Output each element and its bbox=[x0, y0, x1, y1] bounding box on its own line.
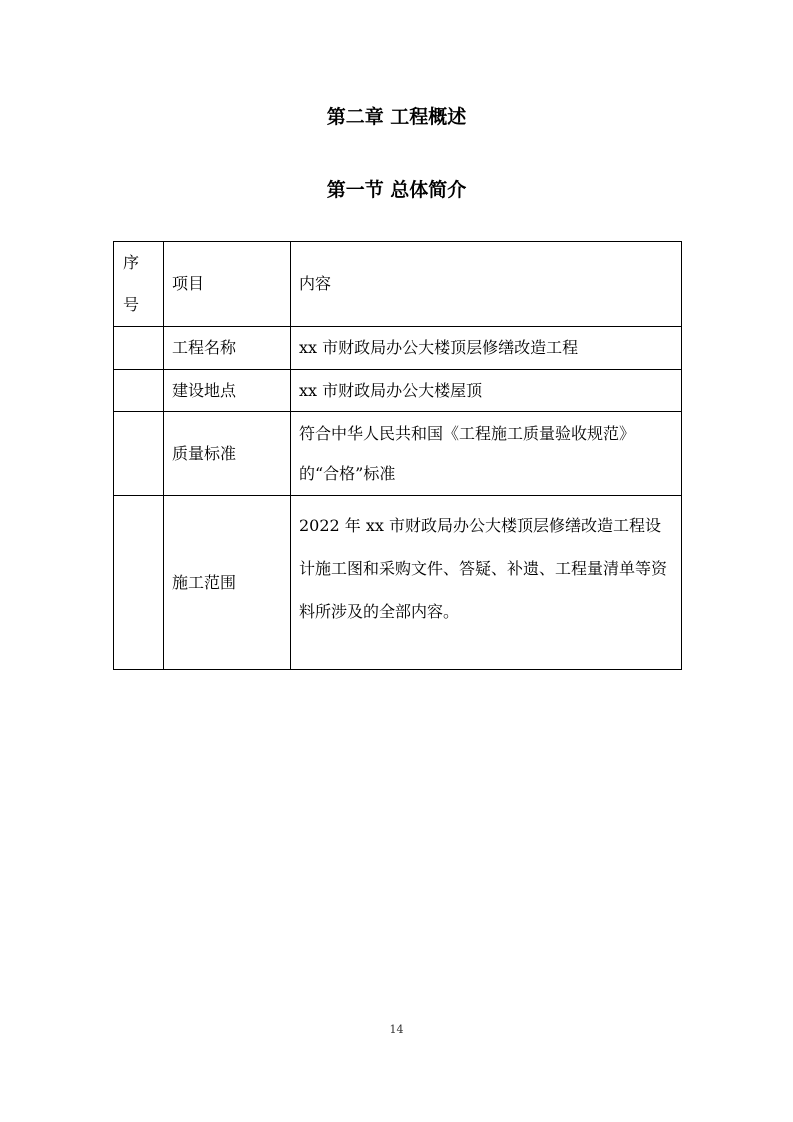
header-seq-line1: 序 bbox=[123, 253, 140, 272]
row-item: 建设地点 bbox=[164, 370, 291, 412]
row-content: xx 市财政局办公大楼顶层修缮改造工程 bbox=[291, 327, 682, 370]
table-row bbox=[114, 327, 682, 370]
header-seq-line2: 号 bbox=[123, 295, 140, 314]
table-header-row bbox=[114, 242, 682, 327]
row-seq bbox=[114, 412, 164, 496]
chapter-title: 第二章 工程概述 bbox=[326, 106, 467, 128]
row-seq bbox=[114, 327, 164, 370]
header-content: 内容 bbox=[291, 242, 682, 327]
row-seq bbox=[114, 370, 164, 412]
header-seq bbox=[114, 242, 164, 327]
header-item: 项目 bbox=[164, 242, 291, 327]
row-content: xx 市财政局办公大楼屋顶 bbox=[291, 370, 682, 412]
table-row bbox=[114, 370, 682, 412]
section-title: 第一节 总体简介 bbox=[326, 179, 467, 201]
page-number: 14 bbox=[389, 1023, 404, 1036]
table-row bbox=[114, 496, 682, 670]
row-item: 施工范围 bbox=[164, 496, 291, 670]
row-item: 质量标准 bbox=[164, 412, 291, 496]
row-content: 2022 年 xx 市财政局办公大楼顶层修缮改造工程设计施工图和采购文件、答疑、补遗、工程量清单等资料所涉及的全部内容。 bbox=[291, 496, 682, 670]
project-overview-table bbox=[113, 241, 682, 670]
table-row bbox=[114, 412, 682, 496]
row-seq bbox=[114, 496, 164, 670]
row-content: 符合中华人民共和国《工程施工质量验收规范》的“合格”标准 bbox=[291, 412, 682, 496]
row-item: 工程名称 bbox=[164, 327, 291, 370]
